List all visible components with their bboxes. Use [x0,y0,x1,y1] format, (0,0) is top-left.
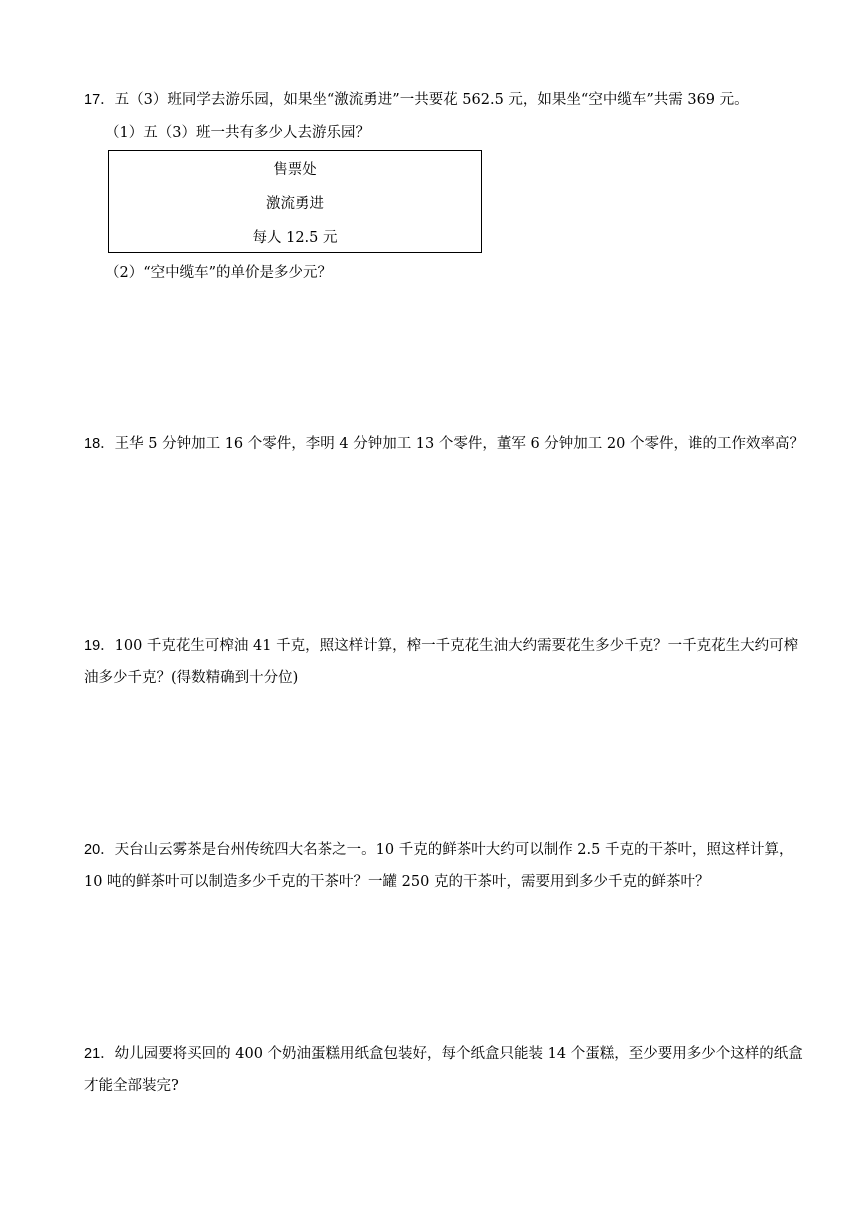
question-20 [84,834,810,898]
question-17-text: 五（3）班同学去游乐园，如果坐“激流勇进”一共要花 562.5 元，如果坐“空中缆车”共需 369 元。 [114,92,749,108]
question-17-part-2: （2）“空中缆车”的单价是多少元？ [105,265,333,281]
question-18-text: 王华 5 分钟加工 16 个零件，李明 4 分钟加工 13 个零件，董军 6 分钟加工 20 个零件，谁的工作效率高？ [114,436,804,452]
question-21 [84,1038,810,1102]
question-17-part-1: （1）五（3）班一共有多少人去游乐园？ [105,125,370,141]
question-18-number: 18． [84,436,115,452]
question-17 [84,84,810,116]
question-21-number: 21． [84,1046,115,1062]
ticket-price: 每人 12.5 元 [252,230,338,246]
question-18 [84,428,810,460]
question-21-text: 幼儿园要将买回的 400 个奶油蛋糕用纸盒包装好，每个纸盒只能装 14 个蛋糕，至少要用多少个这样的纸盒才能全部装完? [84,1046,803,1094]
question-19-text: 100 千克花生可榨油 41 千克，照这样计算，榨一千克花生油大约需要花生多少千克？一千克花生大约可榨油多少千克？(得数精确到十分位) [84,638,799,686]
question-19-number: 19． [84,638,115,654]
question-17-number: 17． [84,92,115,108]
ticket-booth-label: 售票处 [273,162,317,178]
question-20-text: 天台山云雾茶是台州传统四大名茶之一。10 千克的鲜茶叶大约可以制作 2.5 千克的干茶叶，照这样计算，10 吨的鲜茶叶可以制造多少千克的干茶叶？一罐 250 克的干茶叶，需要用到多少千克的鲜茶叶？ [84,842,794,890]
question-20-number: 20． [84,842,115,858]
ticket-ride-name: 激流勇进 [266,196,324,212]
ticket-booth-sign [108,150,482,253]
question-19 [84,630,810,694]
